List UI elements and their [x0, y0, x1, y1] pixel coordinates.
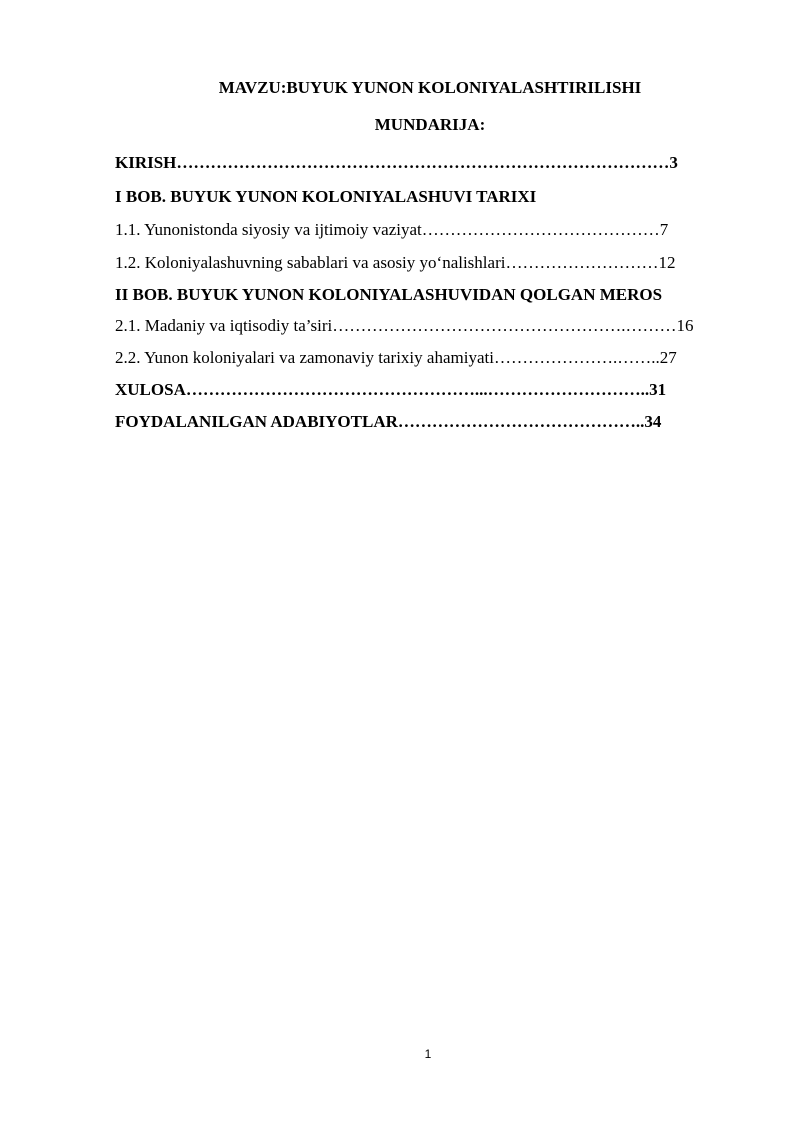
toc-chapter-2-heading[interactable] [115, 284, 662, 306]
toc-entry-text: 2.1. Madaniy va iqtisodiy ta’siri [115, 316, 333, 335]
toc-entry-text: XULOSA [115, 380, 186, 399]
toc-page-number: 3 [669, 153, 678, 172]
toc-entry-text: 1.1. Yunonistonda siyosiy va ijtimoiy vaziyat [115, 220, 422, 239]
toc-entry-conclusion[interactable] [115, 379, 739, 401]
subject-title: MAVZU:BUYUK YUNON KOLONIYALASHTIRILISHI [218, 78, 642, 97]
toc-page-number: 27 [659, 348, 677, 367]
toc-entry-1-2[interactable] [115, 252, 739, 274]
toc-entry-references[interactable] [115, 411, 739, 433]
toc-entry-text: FOYDALANILGAN ADABIYOTLAR [115, 412, 398, 431]
toc-dot-leader: …………………………………… [421, 220, 660, 239]
toc-page-number: 12 [658, 253, 676, 272]
toc-dot-leader: …………………………………….. [397, 412, 645, 431]
toc-entry-text: 2.2. Yunon koloniyalari va zamonaviy tarixiy ahamiyati [115, 348, 494, 367]
toc-entry-introduction[interactable] [115, 152, 739, 174]
toc-page-number: 34 [644, 412, 662, 431]
toc-entry-2-1[interactable] [115, 315, 739, 337]
toc-entry-text: I BOB. BUYUK YUNON KOLONIYALASHUVI TARIXI [115, 187, 537, 206]
toc-page-number: 7 [659, 220, 669, 239]
page-number: 1 [424, 1047, 432, 1061]
toc-entry-2-2[interactable] [115, 347, 739, 369]
toc-entry-text: KIRISH [115, 153, 177, 172]
toc-page-number: 16 [676, 316, 694, 335]
toc-entry-1-1[interactable] [115, 219, 739, 241]
toc-dot-leader: …………………………………………….……… [332, 316, 677, 335]
toc-dot-leader: ……………………………………………...……………………….. [185, 380, 650, 399]
toc-chapter-1-heading[interactable] [115, 186, 536, 208]
toc-entry-text: 1.2. Koloniyalashuvning sabablari va asosiy yo‘nalishlari [115, 253, 506, 272]
toc-dot-leader: ……………………… [505, 253, 659, 272]
toc-dot-leader: ………………….…….. [493, 348, 660, 367]
toc-dot-leader: …………………………………………………………………………… [176, 153, 670, 172]
toc-page-number: 31 [649, 380, 667, 399]
contents-title: MUNDARIJA: [374, 115, 486, 134]
toc-entry-text: II BOB. BUYUK YUNON KOLONIYALASHUVIDAN QOLGAN MEROS [115, 285, 663, 304]
